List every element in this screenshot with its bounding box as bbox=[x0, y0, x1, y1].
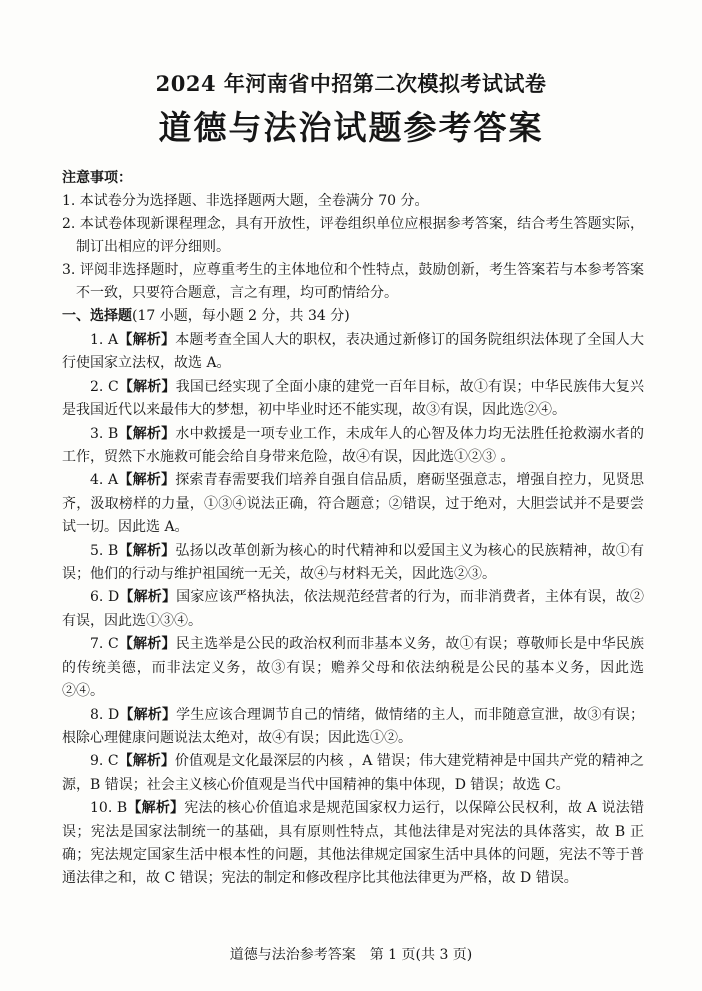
analysis-tag: 【解析】 bbox=[119, 706, 177, 723]
answer-number: 1. A bbox=[90, 332, 119, 348]
answer-item bbox=[62, 704, 644, 751]
notice-list bbox=[62, 190, 644, 328]
analysis-tag: 【解析】 bbox=[118, 378, 176, 395]
answer-text: 本题考查全国人大的职权，表决通过新修订的国务院组织法体现了全国人大行使国家立法权，故选 A。 bbox=[62, 332, 645, 372]
answer-number: 10. B bbox=[90, 800, 128, 817]
analysis-tag: 【解析】 bbox=[118, 425, 176, 442]
answer-number: 7. C bbox=[90, 636, 119, 653]
answer-number: 6. D bbox=[90, 589, 120, 606]
answer-number: 9. C bbox=[90, 753, 119, 770]
answer-text: 国家应该严格执法，依法规范经营者的行为，而非消费者，主体有误，故②有误，因此选①③④。 bbox=[62, 589, 644, 629]
page-footer: 道德与法治参考答案 第 1 页(共 3 页) bbox=[229, 947, 473, 963]
section-title: 一、选择题 bbox=[62, 308, 132, 324]
analysis-tag: 【解析】 bbox=[118, 636, 176, 653]
answer-text: 价值观是文化最深层的内核 ，A 错误；伟大建党精神是中国共产党的精神之源，B 错误；社会主义核心价值观是当代中国精神的集中体现，D 错误；故选 C。 bbox=[62, 753, 645, 793]
analysis-tag: 【解析】 bbox=[118, 753, 175, 770]
answer-text: 民主选举是公民的政治权利而非基本义务，故①有误；尊敬师长是中华民族的传统美德，而非法定义务，故③有误；赡养父母和依法纳税是公民的基本义务，因此选②④。 bbox=[62, 636, 644, 700]
answer-item bbox=[62, 750, 644, 797]
answer-number: 8. D bbox=[90, 706, 120, 723]
exam-title: 2024 年河南省中招第二次模拟考试试卷 bbox=[155, 71, 547, 96]
document-title: 道德与法治试题参考答案 bbox=[158, 108, 544, 147]
notice-item: 1. 本试卷分为选择题、非选择题两大题，全卷满分 70 分。 bbox=[62, 193, 429, 209]
section-note: (17 小题，每小题 2 分，共 34 分) bbox=[132, 308, 350, 324]
answer-item bbox=[62, 540, 644, 587]
answer-item bbox=[62, 633, 644, 703]
answer-number: 3. B bbox=[90, 425, 119, 442]
answer-text: 学生应该合理调节自己的情绪，做情绪的主人，而非随意宣泄，故③有误；根除心理健康问题说法太绝对，故④有误；因此选①②。 bbox=[62, 706, 644, 746]
answer-item bbox=[62, 423, 644, 470]
notice-item: 3. 评阅非选择题时，应尊重考生的主体地位和个性特点，鼓励创新，考生答案若与本参考答案不一致，只要符合题意，言之有理，均可酌情给分。 bbox=[62, 262, 644, 301]
section-heading bbox=[62, 305, 644, 328]
answer-text: 我国已经实现了全面小康的建党一百年目标，故①有误；中华民族伟大复兴是我国近代以来最伟大的梦想，初中毕业时还不能实现，故③有误，因此选②④。 bbox=[62, 378, 644, 419]
analysis-tag: 【解析】 bbox=[118, 542, 176, 559]
analysis-tag: 【解析】 bbox=[127, 800, 185, 817]
answer-number: 4. A bbox=[90, 472, 119, 489]
notice-heading: 注意事项： bbox=[62, 170, 132, 186]
answer-item bbox=[62, 329, 644, 376]
answer-number: 2. C bbox=[90, 378, 119, 395]
answer-text: 宪法的核心价值追求是规范国家权力运行，以保障公民权利，故 A 说法错误；宪法是国家法制统一的基础，具有原则性特点，其他法律是对宪法的具体落实，故 B 正确；宪法规定国家生活中根本性的问题，其他法律规定国家生活中具体的问题，宪法不等于普通法律之和，故 C 错误；宪法的制定和修改程序比其他法律更为严格，故 D 错误。 bbox=[62, 800, 645, 887]
answer-number: 5. B bbox=[90, 542, 119, 559]
notice-item: 2. 本试卷体现新课程理念，具有开放性，评卷组织单位应根据参考答案，结合考生答题实际，制订出相应的评分细则。 bbox=[62, 216, 644, 255]
answer-item bbox=[62, 469, 644, 539]
answer-item bbox=[62, 797, 644, 891]
answer-text: 水中救援是一项专业工作，未成年人的心智及体力均无法胜任抢救溺水者的工作，贸然下水施救可能会给自身带来危险，故④有误，因此选①②③ 。 bbox=[62, 425, 645, 466]
analysis-tag: 【解析】 bbox=[119, 589, 177, 606]
answer-item bbox=[62, 586, 644, 633]
answer-item bbox=[62, 376, 644, 423]
answer-text: 探索青春需要我们培养自强自信品质，磨砺坚强意志，增强自控力，见贤思齐，汲取榜样的力量，①③④说法正确，符合题意；②错误，过于绝对，大胆尝试并不是要尝试一切。因此选 A。 bbox=[62, 472, 645, 536]
answer-list bbox=[62, 329, 644, 891]
analysis-tag: 【解析】 bbox=[118, 472, 176, 489]
answer-text: 弘扬以改革创新为核心的时代精神和以爱国主义为核心的民族精神，故①有误；他们的行动与维护祖国统一无关，故④与材料无关，因此选②③。 bbox=[62, 542, 645, 583]
analysis-tag: 【解析】 bbox=[118, 332, 176, 348]
